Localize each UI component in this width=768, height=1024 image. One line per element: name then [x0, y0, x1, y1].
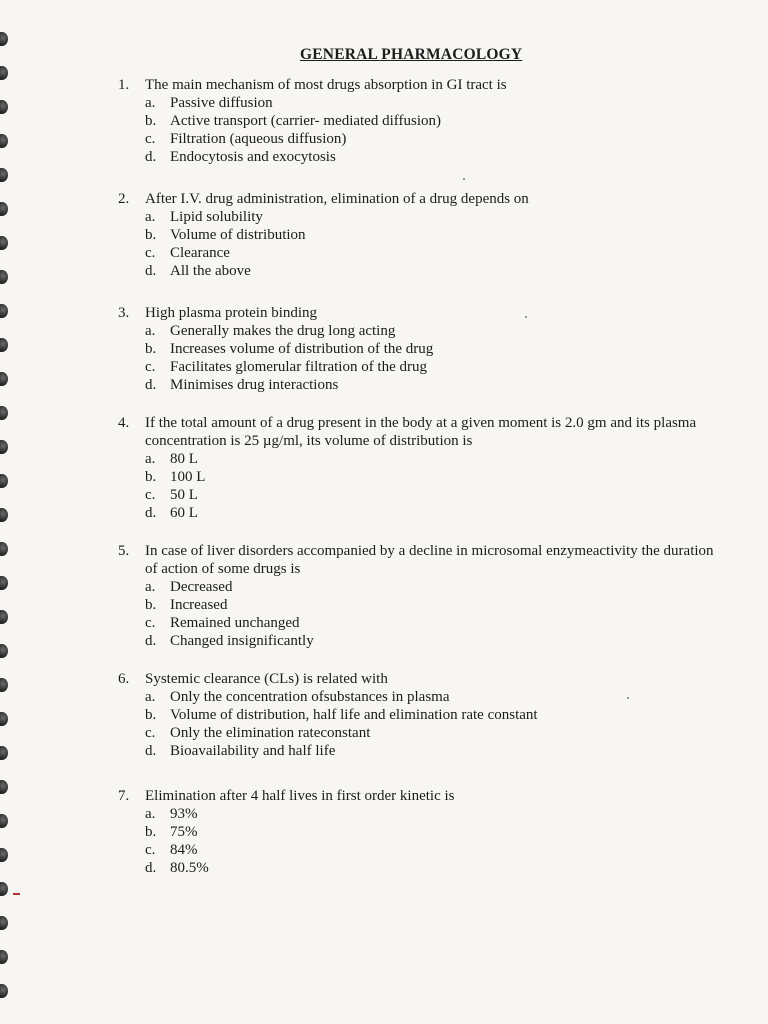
option-text: Minimises drug interactions — [170, 377, 339, 393]
option-letter: d. — [145, 860, 157, 876]
option-letter: b. — [145, 597, 157, 613]
option-letter: c. — [145, 725, 156, 741]
option-text: 93% — [170, 806, 198, 822]
option-c — [145, 614, 718, 632]
binding-ring — [0, 168, 8, 182]
option-d — [145, 859, 718, 877]
option-text: 60 L — [170, 505, 198, 521]
option-b — [145, 596, 718, 614]
binding-ring — [0, 678, 8, 692]
binding-ring — [0, 882, 8, 896]
question-stem: If the total amount of a drug present in the body at a given moment is 2.0 gm and its plasma concentration is 25 µg/ml, its volume of distribution is — [145, 415, 697, 449]
binding-ring — [0, 474, 8, 488]
binding-ring — [0, 270, 8, 284]
binding-ring — [0, 304, 8, 318]
option-text: Passive diffusion — [170, 95, 273, 111]
question-1 — [118, 76, 718, 166]
option-text: Generally makes the drug long acting — [170, 323, 396, 339]
option-c — [145, 841, 718, 859]
option-a — [145, 208, 718, 226]
option-letter: c. — [145, 842, 156, 858]
question-number: 4. — [118, 415, 130, 431]
option-text: All the above — [170, 263, 251, 279]
option-text: 100 L — [170, 469, 206, 485]
option-a — [145, 450, 718, 468]
option-text: 84% — [170, 842, 198, 858]
option-letter: a. — [145, 579, 156, 595]
option-text: Only the concentration ofsubstances in plasma — [170, 689, 450, 705]
question-stem: Systemic clearance (CLs) is related with — [145, 671, 388, 687]
option-text: 75% — [170, 824, 198, 840]
option-letter: b. — [145, 824, 157, 840]
option-text: Volume of distribution, half life and elimination rate constant — [170, 707, 538, 723]
option-text: 80 L — [170, 451, 198, 467]
binding-ring — [0, 610, 8, 624]
binding-ring — [0, 576, 8, 590]
option-letter: c. — [145, 359, 156, 375]
option-c — [145, 486, 718, 504]
option-text: 80.5% — [170, 860, 209, 876]
option-c — [145, 358, 718, 376]
option-text: Lipid solubility — [170, 209, 263, 225]
binding-ring — [0, 100, 8, 114]
option-letter: a. — [145, 323, 156, 339]
binding-ring — [0, 32, 8, 46]
option-a — [145, 94, 718, 112]
question-stem: The main mechanism of most drugs absorption in GI tract is — [145, 77, 507, 93]
option-letter: b. — [145, 227, 157, 243]
binding-ring — [0, 542, 8, 556]
binding-ring — [0, 236, 8, 250]
option-letter: c. — [145, 245, 156, 261]
option-letter: d. — [145, 633, 157, 649]
option-c — [145, 244, 718, 262]
option-letter: a. — [145, 689, 156, 705]
binding-ring — [0, 440, 8, 454]
option-letter: c. — [145, 615, 156, 631]
question-7 — [118, 787, 718, 877]
question-4 — [118, 414, 718, 522]
binding-ring — [0, 406, 8, 420]
question-number: 1. — [118, 77, 130, 93]
option-c — [145, 724, 718, 742]
binding-ring — [0, 780, 8, 794]
option-list — [118, 208, 718, 280]
option-letter: a. — [145, 451, 156, 467]
option-b — [145, 112, 718, 130]
option-letter: b. — [145, 113, 157, 129]
option-letter: a. — [145, 209, 156, 225]
question-6 — [118, 670, 718, 760]
option-text: Bioavailability and half life — [170, 743, 336, 759]
question-2 — [118, 190, 718, 280]
binding-ring — [0, 848, 8, 862]
option-letter: c. — [145, 131, 156, 147]
option-list — [118, 94, 718, 166]
binding-ring — [0, 338, 8, 352]
option-letter: d. — [145, 743, 157, 759]
option-text: Increased — [170, 597, 228, 613]
option-b — [145, 226, 718, 244]
option-text: Endocytosis and exocytosis — [170, 149, 336, 165]
option-a — [145, 805, 718, 823]
option-b — [145, 706, 718, 724]
option-letter: b. — [145, 469, 157, 485]
binding-ring — [0, 916, 8, 930]
question-5 — [118, 542, 718, 650]
binding-ring — [0, 814, 8, 828]
option-a — [145, 688, 718, 706]
option-d — [145, 262, 718, 280]
option-a — [145, 578, 718, 596]
option-b — [145, 468, 718, 486]
option-list — [118, 322, 718, 394]
option-text: Volume of distribution — [170, 227, 306, 243]
question-number: 6. — [118, 671, 130, 687]
option-letter: a. — [145, 806, 156, 822]
binding-ring — [0, 508, 8, 522]
question-number: 5. — [118, 543, 130, 559]
question-stem: High plasma protein binding — [145, 305, 318, 321]
option-text: Active transport (carrier- mediated diffusion) — [170, 113, 441, 129]
option-c — [145, 130, 718, 148]
binding-ring — [0, 712, 8, 726]
option-text: Filtration (aqueous diffusion) — [170, 131, 347, 147]
option-a — [145, 322, 718, 340]
option-text: Clearance — [170, 245, 230, 261]
binding-ring — [0, 746, 8, 760]
option-text: Remained unchanged — [170, 615, 300, 631]
option-letter: b. — [145, 707, 157, 723]
option-list — [118, 805, 718, 877]
option-text: Decreased — [170, 579, 233, 595]
spiral-binding — [0, 20, 14, 1010]
option-letter: b. — [145, 341, 157, 357]
question-number: 2. — [118, 191, 130, 207]
document-title: GENERAL PHARMACOLOGY — [300, 46, 523, 63]
option-text: Changed insignificantly — [170, 633, 314, 649]
option-text: Increases volume of distribution of the drug — [170, 341, 434, 357]
binding-ring — [0, 372, 8, 386]
option-d — [145, 504, 718, 522]
option-d — [145, 632, 718, 650]
binding-ring — [0, 644, 8, 658]
option-list — [118, 578, 718, 650]
question-stem: In case of liver disorders accompanied by a decline in microsomal enzymeactivity the duration of action of some drugs is — [145, 543, 714, 577]
option-letter: d. — [145, 505, 157, 521]
pen-mark — [13, 893, 20, 895]
question-number: 7. — [118, 788, 130, 804]
binding-ring — [0, 66, 8, 80]
option-letter: d. — [145, 263, 157, 279]
option-letter: c. — [145, 487, 156, 503]
option-list — [118, 688, 718, 760]
option-text: Only the elimination rateconstant — [170, 725, 371, 741]
option-d — [145, 376, 718, 394]
speck — [463, 178, 465, 180]
question-3 — [118, 304, 718, 394]
binding-ring — [0, 202, 8, 216]
option-text: Facilitates glomerular filtration of the drug — [170, 359, 428, 375]
question-number: 3. — [118, 305, 130, 321]
option-letter: a. — [145, 95, 156, 111]
option-list — [118, 450, 718, 522]
option-d — [145, 742, 718, 760]
option-letter: d. — [145, 377, 157, 393]
option-text: 50 L — [170, 487, 198, 503]
option-b — [145, 340, 718, 358]
binding-ring — [0, 134, 8, 148]
binding-ring — [0, 950, 8, 964]
option-letter: d. — [145, 149, 157, 165]
question-stem: After I.V. drug administration, elimination of a drug depends on — [145, 191, 529, 207]
option-d — [145, 148, 718, 166]
binding-ring — [0, 984, 8, 998]
option-b — [145, 823, 718, 841]
question-stem: Elimination after 4 half lives in first order kinetic is — [145, 788, 455, 804]
